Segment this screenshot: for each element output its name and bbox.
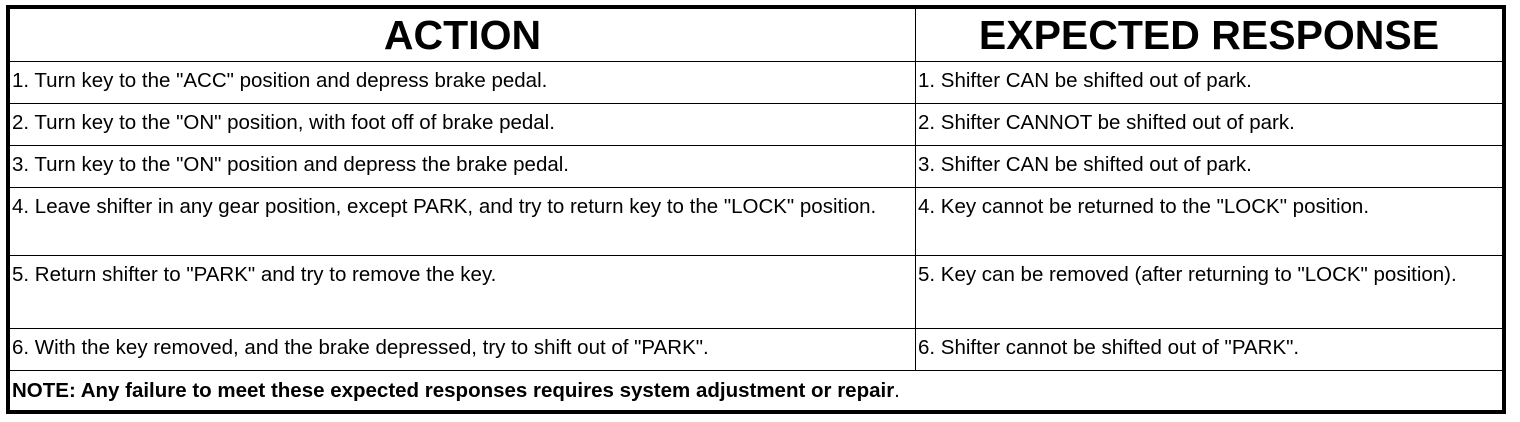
- action-response-table: [9, 8, 1503, 411]
- action-cell: 3. Turn key to the "ON" position and depress the brake pedal.: [10, 145, 916, 187]
- action-cell: 2. Turn key to the "ON" position, with foot off of brake pedal.: [10, 103, 916, 145]
- note-period: .: [894, 379, 900, 403]
- table-row: [10, 187, 1503, 256]
- header-row: [10, 9, 1503, 62]
- response-cell: 3. Shifter CAN be shifted out of park.: [916, 145, 1503, 187]
- note-row: [10, 371, 1503, 411]
- response-cell: 6. Shifter cannot be shifted out of "PARK".: [916, 329, 1503, 371]
- response-cell: 5. Key can be removed (after returning to "LOCK" position).: [916, 256, 1503, 329]
- table-row: [10, 62, 1503, 104]
- note-text: NOTE: Any failure to meet these expected responses requires system adjustment or repair: [12, 379, 895, 403]
- note-cell: [10, 371, 1503, 411]
- table-row: [10, 145, 1503, 187]
- action-cell: 5. Return shifter to "PARK" and try to remove the key.: [10, 256, 916, 329]
- action-cell: 6. With the key removed, and the brake depressed, try to shift out of "PARK".: [10, 329, 916, 371]
- action-cell: 1. Turn key to the "ACC" position and depress brake pedal.: [10, 62, 916, 104]
- response-cell: 1. Shifter CAN be shifted out of park.: [916, 62, 1503, 104]
- header-expected-response: EXPECTED RESPONSE: [916, 9, 1503, 62]
- table-row: [10, 256, 1503, 329]
- table-row: [10, 103, 1503, 145]
- procedure-table-frame: [6, 5, 1506, 414]
- response-cell: 4. Key cannot be returned to the "LOCK" position.: [916, 187, 1503, 256]
- table-row: [10, 329, 1503, 371]
- action-cell: 4. Leave shifter in any gear position, except PARK, and try to return key to the "LOCK" position.: [10, 187, 916, 256]
- response-cell: 2. Shifter CANNOT be shifted out of park.: [916, 103, 1503, 145]
- header-action: ACTION: [10, 9, 916, 62]
